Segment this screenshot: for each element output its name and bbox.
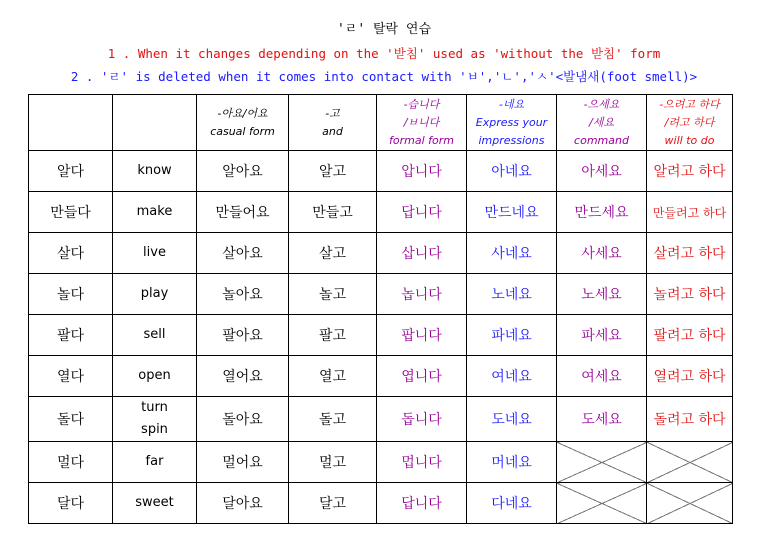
header-neyo-desc: Express your — [475, 115, 548, 129]
ayo-cell: 돌아요 — [197, 397, 289, 442]
verb-cell: 열다 — [29, 356, 113, 397]
header-go-desc: and — [322, 124, 343, 138]
english-word: play — [140, 286, 169, 301]
formal-cell: 엽니다 — [377, 356, 467, 397]
verb-cell: 만들다 — [29, 192, 113, 233]
ayo-cell: 팔아요 — [197, 315, 289, 356]
ryeogo-cell-crossed — [647, 483, 733, 524]
seyo-cell: 파세요 — [557, 315, 647, 356]
table-row — [29, 151, 733, 192]
header-seyo-form-2: /세요 — [589, 115, 614, 129]
header-formal-form-2: /ㅂ니다 — [403, 115, 440, 129]
table-row — [29, 397, 733, 442]
header-seyo-desc: command — [574, 133, 629, 147]
formal-cell: 삽니다 — [377, 233, 467, 274]
ryeogo-cell: 팔려고 하다 — [647, 315, 733, 356]
seyo-cell-crossed — [557, 483, 647, 524]
english-cell — [113, 151, 197, 192]
seyo-cell: 노세요 — [557, 274, 647, 315]
go-cell: 돌고 — [289, 397, 377, 442]
table-row — [29, 483, 733, 524]
header-seyo-form: -으세요 — [583, 97, 620, 111]
formal-cell: 돕니다 — [377, 397, 467, 442]
neyo-cell: 노네요 — [467, 274, 557, 315]
go-cell: 놀고 — [289, 274, 377, 315]
rule-2: 2 . 'ㄹ' is deleted when it comes into contact with 'ㅂ','ㄴ','ㅅ'<발냄새(foot smell)> — [70, 69, 698, 84]
header-ryeogo — [647, 95, 733, 151]
english-cell — [113, 192, 197, 233]
seyo-cell: 아세요 — [557, 151, 647, 192]
seyo-cell: 여세요 — [557, 356, 647, 397]
header-ryeogo-form-2: /려고 하다 — [664, 115, 715, 129]
seyo-cell: 사세요 — [557, 233, 647, 274]
english-cell — [113, 483, 197, 524]
go-cell: 열고 — [289, 356, 377, 397]
english-word: make — [136, 204, 173, 219]
ayo-cell: 멀어요 — [197, 442, 289, 483]
seyo-cell: 만드세요 — [557, 192, 647, 233]
formal-cell: 답니다 — [377, 192, 467, 233]
header-english — [113, 95, 197, 151]
neyo-cell: 아네요 — [467, 151, 557, 192]
formal-cell: 놉니다 — [377, 274, 467, 315]
go-cell: 팔고 — [289, 315, 377, 356]
english-word: sweet — [135, 495, 174, 510]
english-word: live — [143, 245, 166, 260]
table-row — [29, 274, 733, 315]
conjugation-table — [28, 94, 733, 524]
ryeogo-cell: 놀려고 하다 — [647, 274, 733, 315]
header-ayo-desc: casual form — [210, 124, 275, 138]
go-cell: 만들고 — [289, 192, 377, 233]
table-row — [29, 315, 733, 356]
verb-cell: 멀다 — [29, 442, 113, 483]
table-row — [29, 442, 733, 483]
seyo-cell: 도세요 — [557, 397, 647, 442]
neyo-cell: 여네요 — [467, 356, 557, 397]
english-cell — [113, 315, 197, 356]
header-go-form: -고 — [325, 106, 340, 120]
neyo-cell: 만드네요 — [467, 192, 557, 233]
ayo-cell: 만들어요 — [197, 192, 289, 233]
seyo-cell-crossed — [557, 442, 647, 483]
english-cell — [113, 274, 197, 315]
neyo-cell: 머네요 — [467, 442, 557, 483]
ryeogo-cell: 살려고 하다 — [647, 233, 733, 274]
header-formal — [377, 95, 467, 151]
go-cell: 달고 — [289, 483, 377, 524]
english-word: turn — [141, 400, 168, 415]
header-verb — [29, 95, 113, 151]
formal-cell: 압니다 — [377, 151, 467, 192]
verb-cell: 놀다 — [29, 274, 113, 315]
table-row — [29, 192, 733, 233]
english-word: sell — [143, 327, 166, 342]
verb-cell: 팔다 — [29, 315, 113, 356]
header-ayo-form: -아요/어요 — [217, 106, 268, 120]
ryeogo-cell: 알려고 하다 — [647, 151, 733, 192]
table-row — [29, 356, 733, 397]
header-ryeogo-desc: will to do — [664, 133, 715, 147]
ryeogo-cell: 돌려고 하다 — [647, 397, 733, 442]
english-cell — [113, 442, 197, 483]
header-formal-desc: formal form — [389, 133, 454, 147]
rule-1: 1 . When it changes depending on the '받침' used as 'without the 받침' form — [107, 46, 661, 61]
go-cell: 멀고 — [289, 442, 377, 483]
verb-cell: 알다 — [29, 151, 113, 192]
neyo-cell: 도네요 — [467, 397, 557, 442]
header-seyo — [557, 95, 647, 151]
header-neyo-desc-2: impressions — [478, 133, 545, 147]
ayo-cell: 알아요 — [197, 151, 289, 192]
neyo-cell: 사네요 — [467, 233, 557, 274]
english-cell — [113, 356, 197, 397]
ryeogo-cell: 만들려고 하다 — [647, 192, 733, 233]
formal-cell: 멉니다 — [377, 442, 467, 483]
header-ryeogo-form: -으려고 하다 — [659, 97, 720, 111]
ryeogo-cell-crossed — [647, 442, 733, 483]
english-cell — [113, 233, 197, 274]
verb-cell: 살다 — [29, 233, 113, 274]
header-neyo-form: -네요 — [498, 97, 525, 111]
header-go — [289, 95, 377, 151]
ayo-cell: 열어요 — [197, 356, 289, 397]
page-title: 'ㄹ' 탈락 연습 — [336, 22, 432, 37]
english-word: open — [138, 368, 171, 383]
verb-cell: 달다 — [29, 483, 113, 524]
go-cell: 알고 — [289, 151, 377, 192]
header-neyo — [467, 95, 557, 151]
neyo-cell: 다네요 — [467, 483, 557, 524]
ayo-cell: 놀아요 — [197, 274, 289, 315]
header-ayo — [197, 95, 289, 151]
english-word: know — [137, 163, 172, 178]
ayo-cell: 살아요 — [197, 233, 289, 274]
neyo-cell: 파네요 — [467, 315, 557, 356]
header-formal-form: -습니다 — [403, 97, 440, 111]
formal-cell: 답니다 — [377, 483, 467, 524]
verb-cell: 돌다 — [29, 397, 113, 442]
english-word-2: spin — [141, 422, 168, 437]
ryeogo-cell: 열려고 하다 — [647, 356, 733, 397]
english-word: far — [145, 454, 164, 469]
header-row — [29, 95, 733, 151]
english-cell — [113, 397, 197, 442]
formal-cell: 팝니다 — [377, 315, 467, 356]
table-row — [29, 233, 733, 274]
go-cell: 살고 — [289, 233, 377, 274]
ayo-cell: 달아요 — [197, 483, 289, 524]
